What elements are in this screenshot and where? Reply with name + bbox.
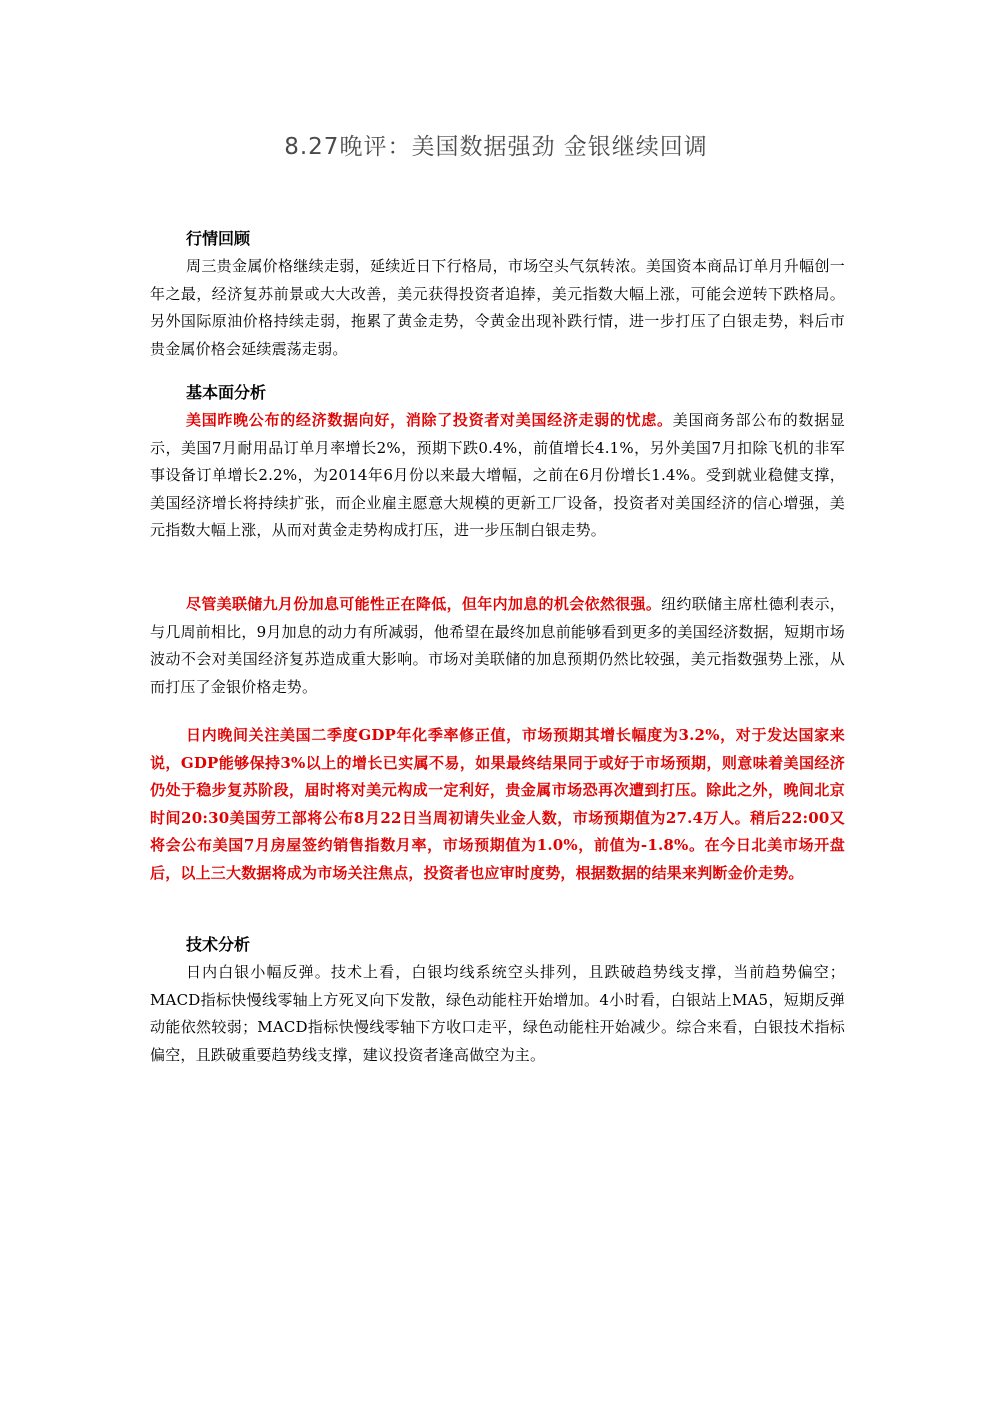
fundamental-paragraph-2-lead: 尽管美联储九月份加息可能性正在降低，但年内加息的机会依然很强。 (186, 595, 662, 613)
fundamental-paragraph-2-body: 纽约联储主席杜德利表示，与几周前相比，9月加息的动力有所减弱，他希望在最终加息前能够看到更多的美国经济数据，短期市场波动不会对美国经济复苏造成重大影响。市场对美联储的加息预期仍然比较强，美元指数强势上涨，从而打压了金银价格走势。 (150, 595, 845, 696)
document-title: 8.27晚评：美国数据强劲 金银继续回调 (284, 134, 708, 160)
section-technical-analysis (150, 931, 845, 1069)
fundamental-paragraph-1-body: 美国商务部公布的数据显示，美国7月耐用品订单月率增长2%，预期下跌0.4%，前值增长4.1%，另外美国7月扣除飞机的非军事设备订单增长2.2%，为2014年6月份以来最大增幅，之前在6月份增长1.4%。受到就业稳健支撑，美国经济增长将持续扩张，而企业雇主愿意大规模的更新工厂设备，投资者对美国经济的信心增强，美元指数大幅上涨，从而对黄金走势构成打压，进一步压制白银走势。 (150, 411, 845, 540)
section-heading-market-review: 行情回顾 (186, 229, 251, 248)
section-data-watch (150, 722, 845, 888)
fundamental-paragraph-2 (150, 591, 845, 701)
market-review-paragraph: 周三贵金属价格继续走弱，延续近日下行格局，市场空头气氛转浓。美国资本商品订单月升幅创一年之最，经济复苏前景或大大改善，美元获得投资者追捧，美元指数大幅上涨，可能会逆转下跌格局。另外国际原油价格持续走弱，拖累了黄金走势，令黄金出现补跌行情，进一步打压了白银走势，料后市贵金属价格会延续震荡走弱。 (150, 257, 845, 358)
fundamental-paragraph-3: 日内晚间关注美国二季度GDP年化季率修正值，市场预期其增长幅度为3.2%，对于发达国家来说，GDP能够保持3%以上的增长已实属不易，如果最终结果同于或好于市场预期，则意味着美国经济仍处于稳步复苏阶段，届时将对美元构成一定利好，贵金属市场恐再次遭到打压。除此之外，晚间北京时间20:30美国劳工部将公布8月22日当周初请失业金人数，市场预期值为27.4万人。稍后22:00又将会公布美国7月房屋签约销售指数月率，市场预期值为1.0%，前值为-1.8%。在今日北美市场开盘后，以上三大数据将成为市场关注焦点，投资者也应审时度势，根据数据的结果来判断金价走势。 (150, 726, 845, 882)
section-fundamental-analysis (150, 379, 845, 545)
section-market-review (150, 225, 845, 363)
section-fed-outlook (150, 591, 845, 701)
section-heading-technical: 技术分析 (186, 935, 251, 954)
section-heading-fundamental: 基本面分析 (186, 383, 267, 402)
fundamental-paragraph-1-lead: 美国昨晚公布的经济数据向好，消除了投资者对美国经济走弱的忧虑。 (186, 411, 673, 429)
technical-paragraph: 日内白银小幅反弹。技术上看，白银均线系统空头排列，且跌破趋势线支撑，当前趋势偏空；MACD指标快慢线零轴上方死叉向下发散，绿色动能柱开始增加。4小时看，白银站上MA5，短期反弹动能依然较弱；MACD指标快慢线零轴下方收口走平，绿色动能柱开始减少。综合来看，白银技术指标偏空，且跌破重要趋势线支撑，建议投资者逢高做空为主。 (150, 963, 845, 1064)
fundamental-paragraph-1 (150, 407, 845, 545)
